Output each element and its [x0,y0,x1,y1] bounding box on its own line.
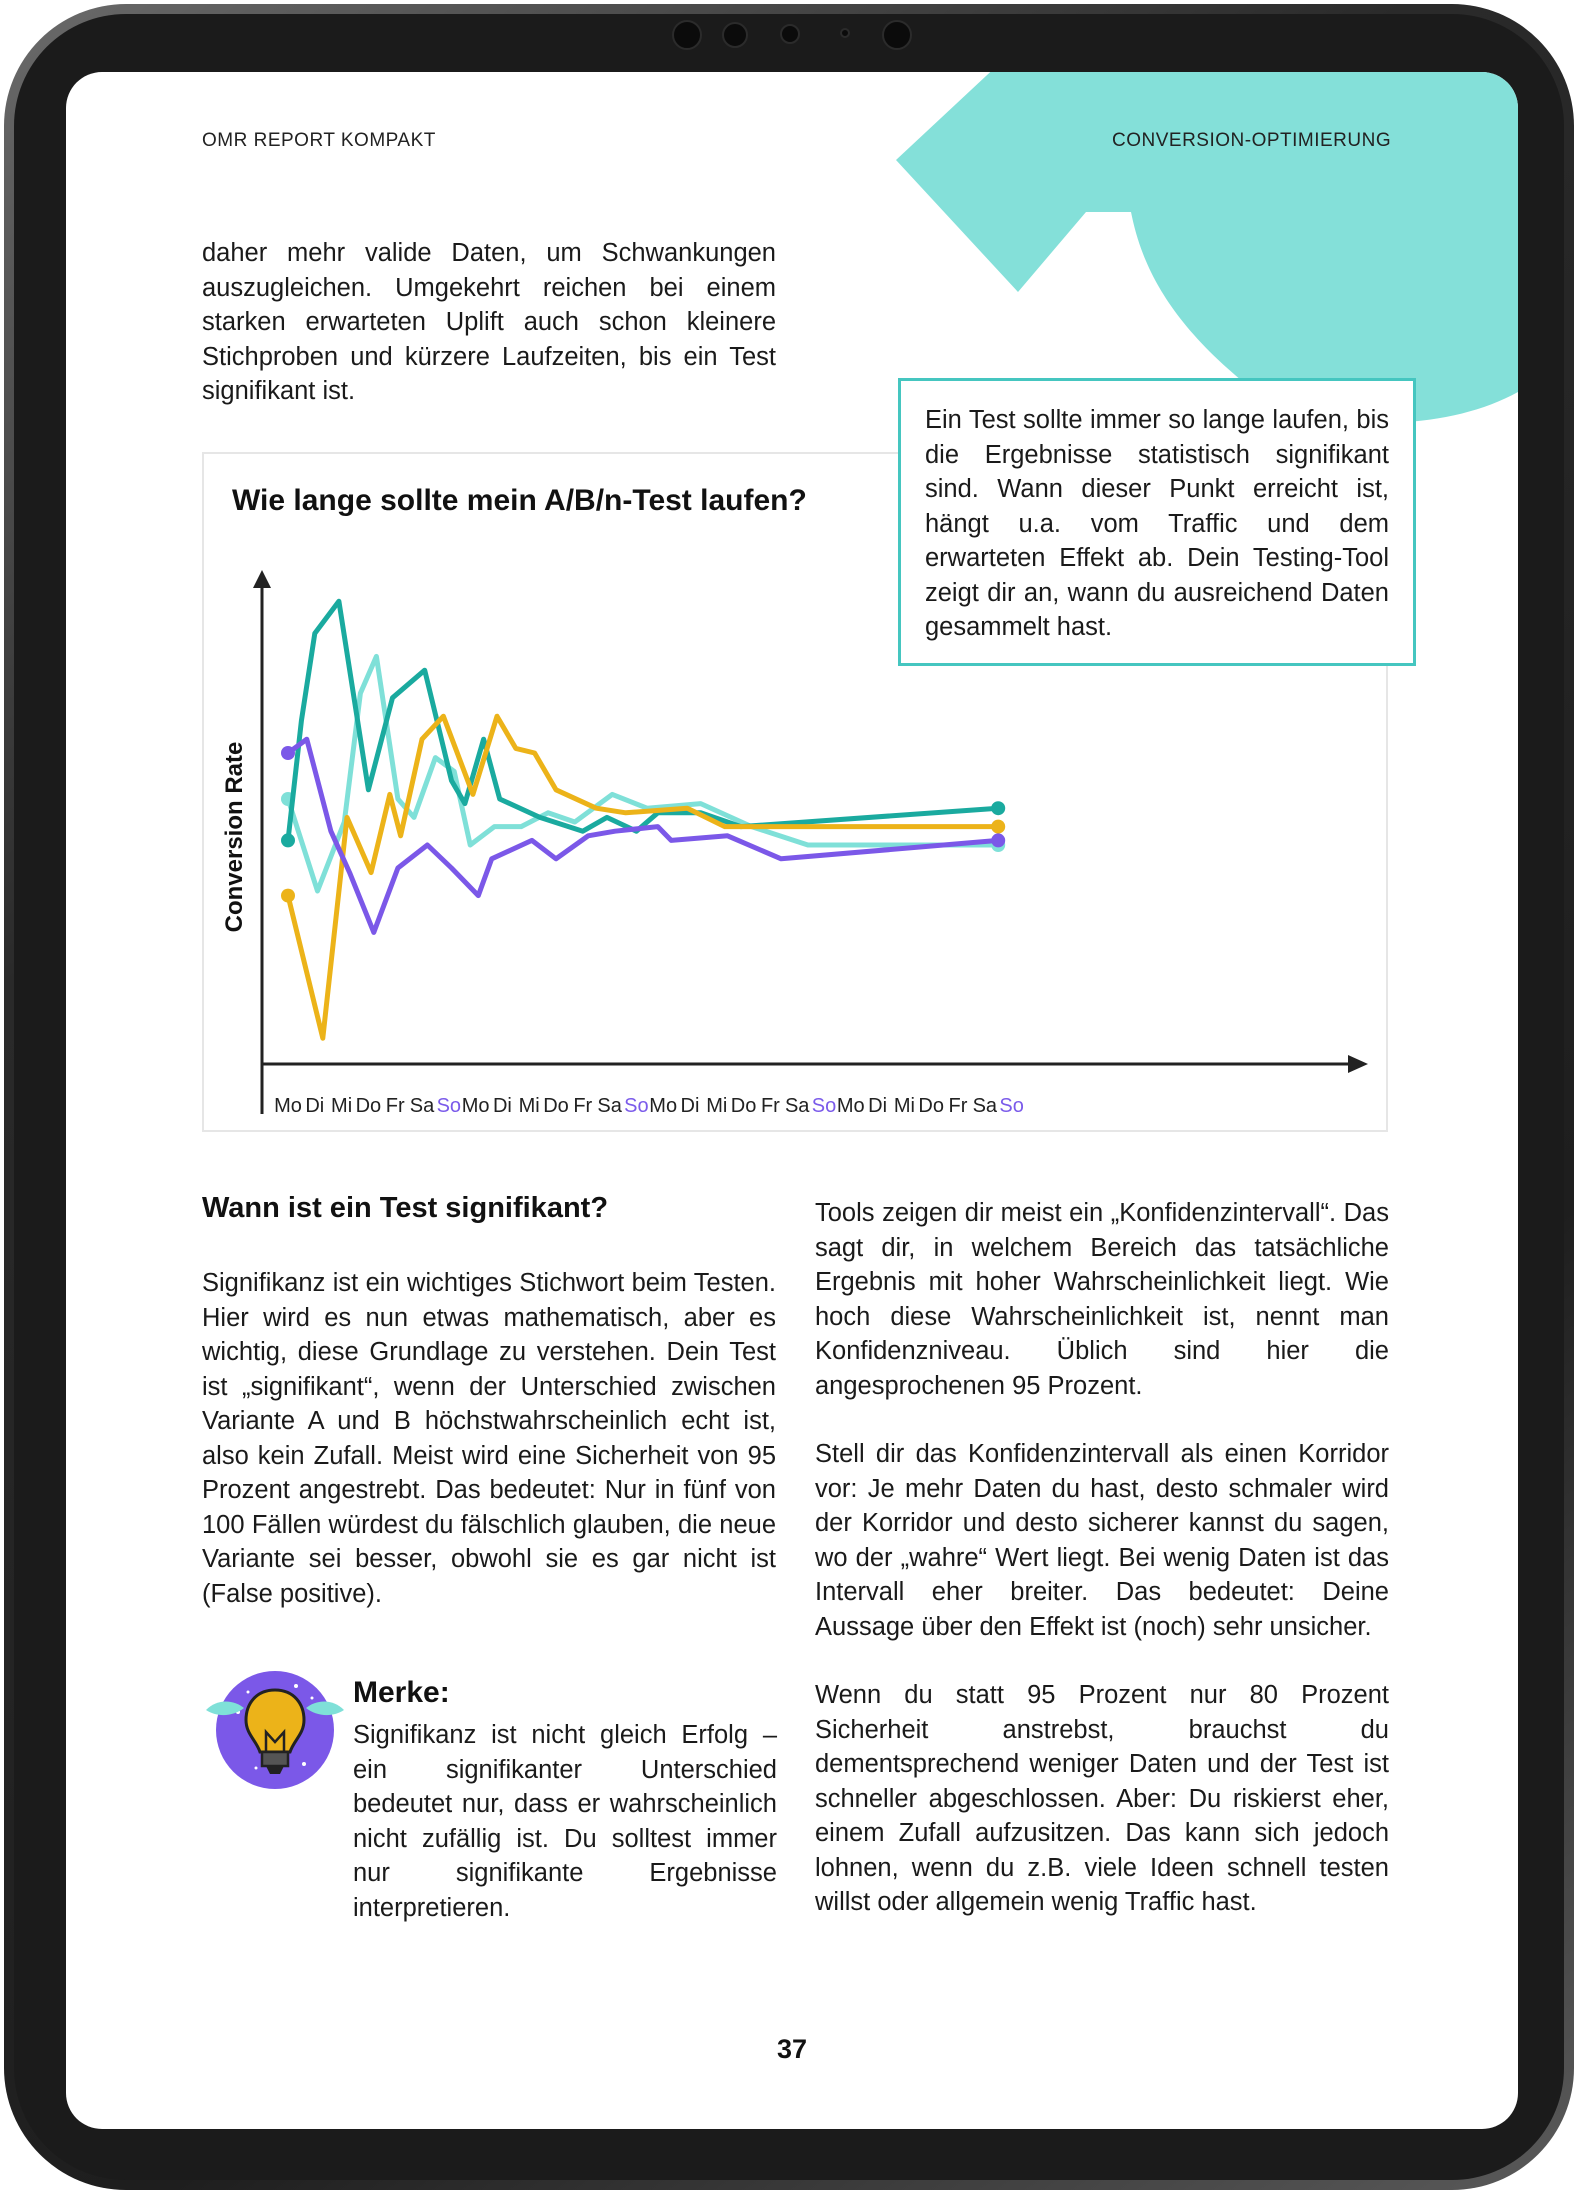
intro-paragraph: daher mehr valide Daten, um Schwankungen auszugleichen. Umgekehrt reichen bei einem starken erwarteten Uplift auch schon kleinere Stichproben und kürzere Laufzeiten, bis ein Test signifikant ist. [202,239,776,405]
tablet-frame [4,4,1574,2190]
callout-text: Ein Test sollte immer so lange laufen, bis die Ergebnisse statistisch signifikant sind. Wann dieser Punkt erreicht ist, hängt u.a. vom Traffic und dem erwarteten Effekt ab. Dein Testing-Tool zeigt dir an, wann du ausreichend Daten gesammelt hast. [925,406,1389,641]
x-tick-label: Fr [948,1095,968,1117]
x-tick-label: Di [680,1095,700,1117]
x-tick-label: Sa [597,1095,622,1117]
x-tick-label: Do [355,1095,382,1117]
tick-layer [274,1095,1024,1117]
series-layer [281,601,1005,1038]
x-tick-label: Do [543,1095,569,1117]
section-paragraph: Signifikanz ist ein wichtiges Stichwort beim Testen. Hier wird es nun etwas mathematisch, aber es wichtig, diese Grundlage zu verstehen. Dein Test ist „signifikant“, wenn der Unterschied zwischen Variante A und B höchstwahrscheinlich echt ist, also kein Zufall. Meist wird eine Sicherheit von 95 Prozent angestrebt. Das bedeutet: Nur in fünf von 100 Fällen würdest du fälschlich glauben, die neue Variante sei besser, obwohl sie es gar nicht ist (False positive). [202,1269,776,1608]
sensor-icon [882,20,912,50]
chart-title: Wie lange sollte mein A/B/n-Test laufen? [232,484,807,517]
right-paragraph-3: Wenn du statt 95 Prozent nur 80 Prozent Sicherheit anstrebst, brauchst du dementsprechend weniger Daten und der Test ist schneller abgeschlossen. Aber: Du riskierst eher, einem Zufall aufzusitzen. Das kann sich jedoch lohnen, wenn du z.B. viele Ideen schnell testen willst oder allgemein wenig Traffic hast. [815,1681,1389,1916]
series-2-end-point [991,801,1005,815]
x-tick-label: Sa [409,1095,435,1117]
y-axis-arrow-icon [253,570,271,588]
x-tick-label: Fr [385,1095,405,1117]
y-axis-label: Conversion Rate [221,741,248,933]
x-tick-label: Mo [836,1095,865,1117]
x-tick-label: Sa [784,1095,810,1117]
series-2-start-point [281,833,295,847]
sensor-icon [840,28,850,38]
x-tick-label: Mi [518,1095,540,1117]
header-right: CONVERSION-OPTIMIERUNG [1112,130,1392,151]
merke-text: Signifikanz ist nicht gleich Erfolg – ein signifikanter Unterschied bedeutet nur, dass er wahrscheinlich nicht zufällig ist. Du solltest immer nur signifikante Ergebnisse interpretieren. [353,1721,777,1922]
sensor-icon [722,22,748,48]
page-number: 37 [776,2034,808,2064]
x-tick-label: Di [492,1095,512,1117]
teal-blob [896,72,1518,423]
front-camera-icon [672,20,702,50]
x-tick-label: Mo [649,1095,678,1117]
x-tick-label: Mi [706,1095,728,1117]
x-tick-label: Sa [972,1095,998,1117]
x-tick-label: So [999,1095,1024,1117]
x-tick-label: Do [730,1095,757,1117]
x-tick-label: So [436,1095,462,1117]
x-tick-label: Mo [274,1095,302,1117]
series-4-end-point [991,833,1005,847]
lightbulb-icon [200,1668,350,1792]
right-paragraph-2: Stell dir das Konfidenzintervall als einen Korridor vor: Je mehr Daten du hast, desto schmaler wird der Korridor und desto sicherer kannst du sagen, wo der „wahre“ Wert liegt. Bei wenig Daten ist das Intervall eher breiter. Das bedeutet: Deine Aussage über den Effekt ist (noch) sehr unsicher. [815,1440,1389,1641]
page-screen [66,72,1518,2129]
series-3-end-point [991,820,1005,834]
x-tick-label: Mi [893,1095,915,1117]
sensor-icon [780,24,800,44]
x-tick-label: So [624,1095,649,1117]
header-left: OMR REPORT KOMPAKT [202,130,436,151]
right-paragraph-1: Tools zeigen dir meist ein „Konfidenzintervall“. Das sagt dir, in welchem Bereich das tatsächliche Ergebnis mit hoher Wahrscheinlichkeit liegt. Wie hoch diese Wahrscheinlichkeit ist, nennt man Konfidenzniveau. Üblich sind hier die angesprochenen 95 Prozent. [815,1199,1389,1400]
series-3-start-point [281,889,295,903]
x-tick-label: Di [305,1095,325,1117]
x-axis-arrow-icon [1348,1055,1368,1073]
right-column [815,1196,1389,1954]
x-tick-label: Fr [573,1095,593,1117]
series-line-1 [288,656,998,891]
section-heading: Wann ist ein Test signifikant? [202,1192,609,1224]
x-tick-label: So [811,1095,837,1117]
x-tick-label: Fr [760,1095,780,1117]
callout-box [898,378,1416,666]
x-tick-label: Do [918,1095,944,1117]
x-tick-label: Mo [461,1095,490,1117]
merke-title: Merke: [353,1676,450,1709]
series-4-start-point [281,746,295,760]
x-tick-label: Mi [331,1095,353,1117]
x-tick-label: Di [868,1095,888,1117]
